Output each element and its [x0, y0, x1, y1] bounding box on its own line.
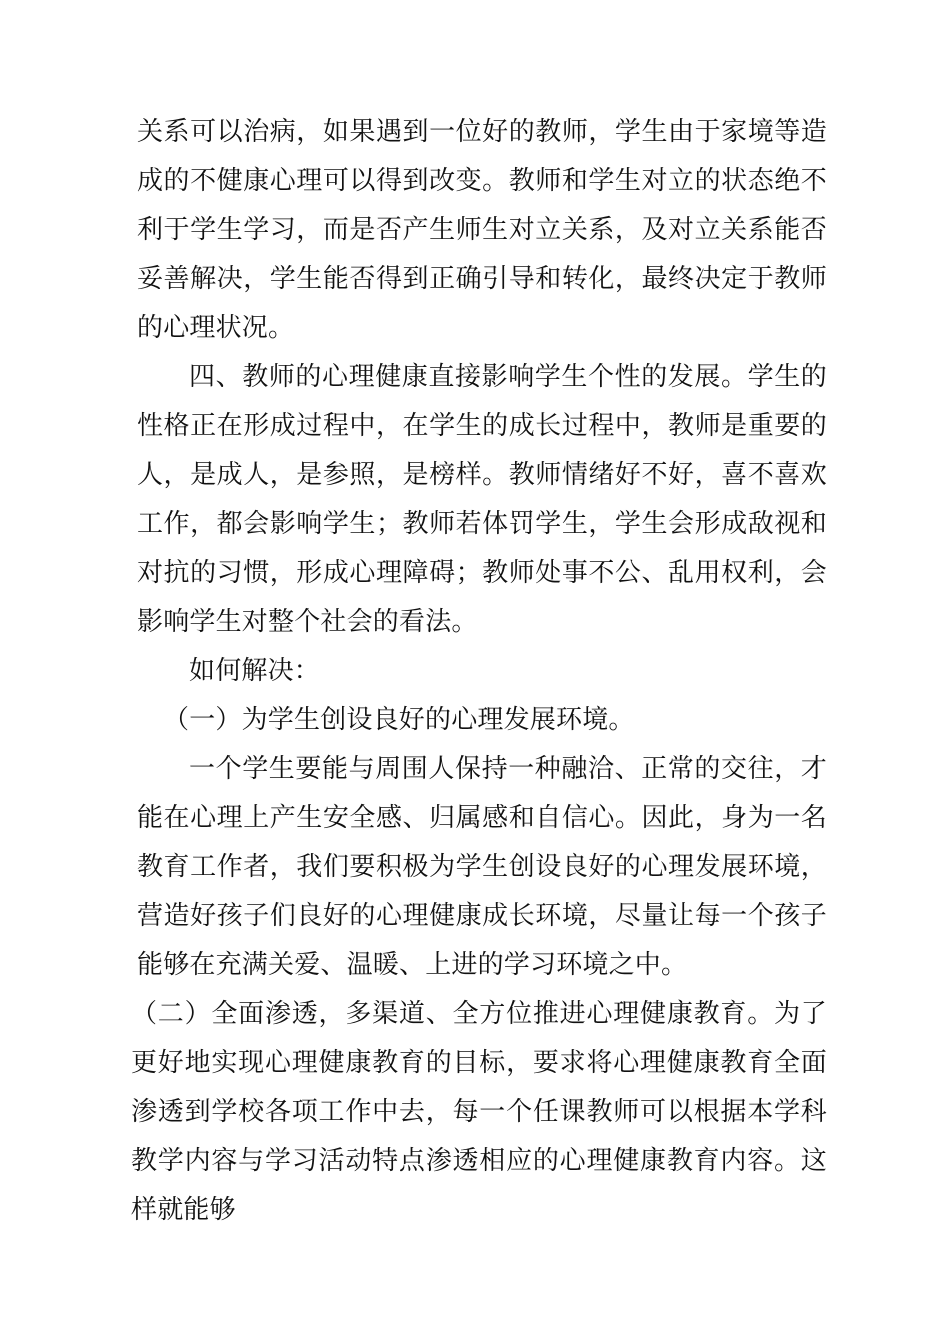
- paragraph-continuation: 关系可以治病，如果遇到一位好的教师，学生由于家境等造成的不健康心理可以得到改变。教师和学生对立的状态绝不利于学生学习，而是否产生师生对立关系，及对立关系能否妥善解决，学生能否得到正确引导和转化，最终决定于教师的心理状况。: [137, 117, 827, 343]
- heading-subsection-one: （一）为学生创设良好的心理发展环境。: [163, 705, 635, 735]
- paragraph-subsection-two: （二）全面渗透，多渠道、全方位推进心理健康教育。为了更好地实现心理健康教育的目标，要求将心理健康教育全面渗透到学校各项工作中去，每一个任课教师可以根据本学科教学内容与学习活动特点渗透相应的心理健康教育内容。这样就能够: [131, 999, 827, 1225]
- paragraph-subsection-one-body: 一个学生要能与周围人保持一种融洽、正常的交往，才能在心理上产生安全感、归属感和自信心。因此，身为一名教育工作者，我们要积极为学生创设良好的心理发展环境，营造好孩子们良好的心理健康成长环境，尽量让每一个孩子能够在充满关爱、温暖、上进的学习环境之中。: [137, 754, 827, 980]
- paragraph-section-four: 四、教师的心理健康直接影响学生个性的发展。学生的性格正在形成过程中，在学生的成长过程中，教师是重要的人，是成人，是参照，是榜样。教师情绪好不好，喜不喜欢工作，都会影响学生；教师若体罚学生，学生会形成敌视和对抗的习惯，形成心理障碍；教师处事不公、乱用权利，会影响学生对整个社会的看法。: [137, 362, 827, 637]
- paragraph-how-to-solve: 如何解决：: [189, 656, 321, 686]
- document-body: [131, 108, 827, 1235]
